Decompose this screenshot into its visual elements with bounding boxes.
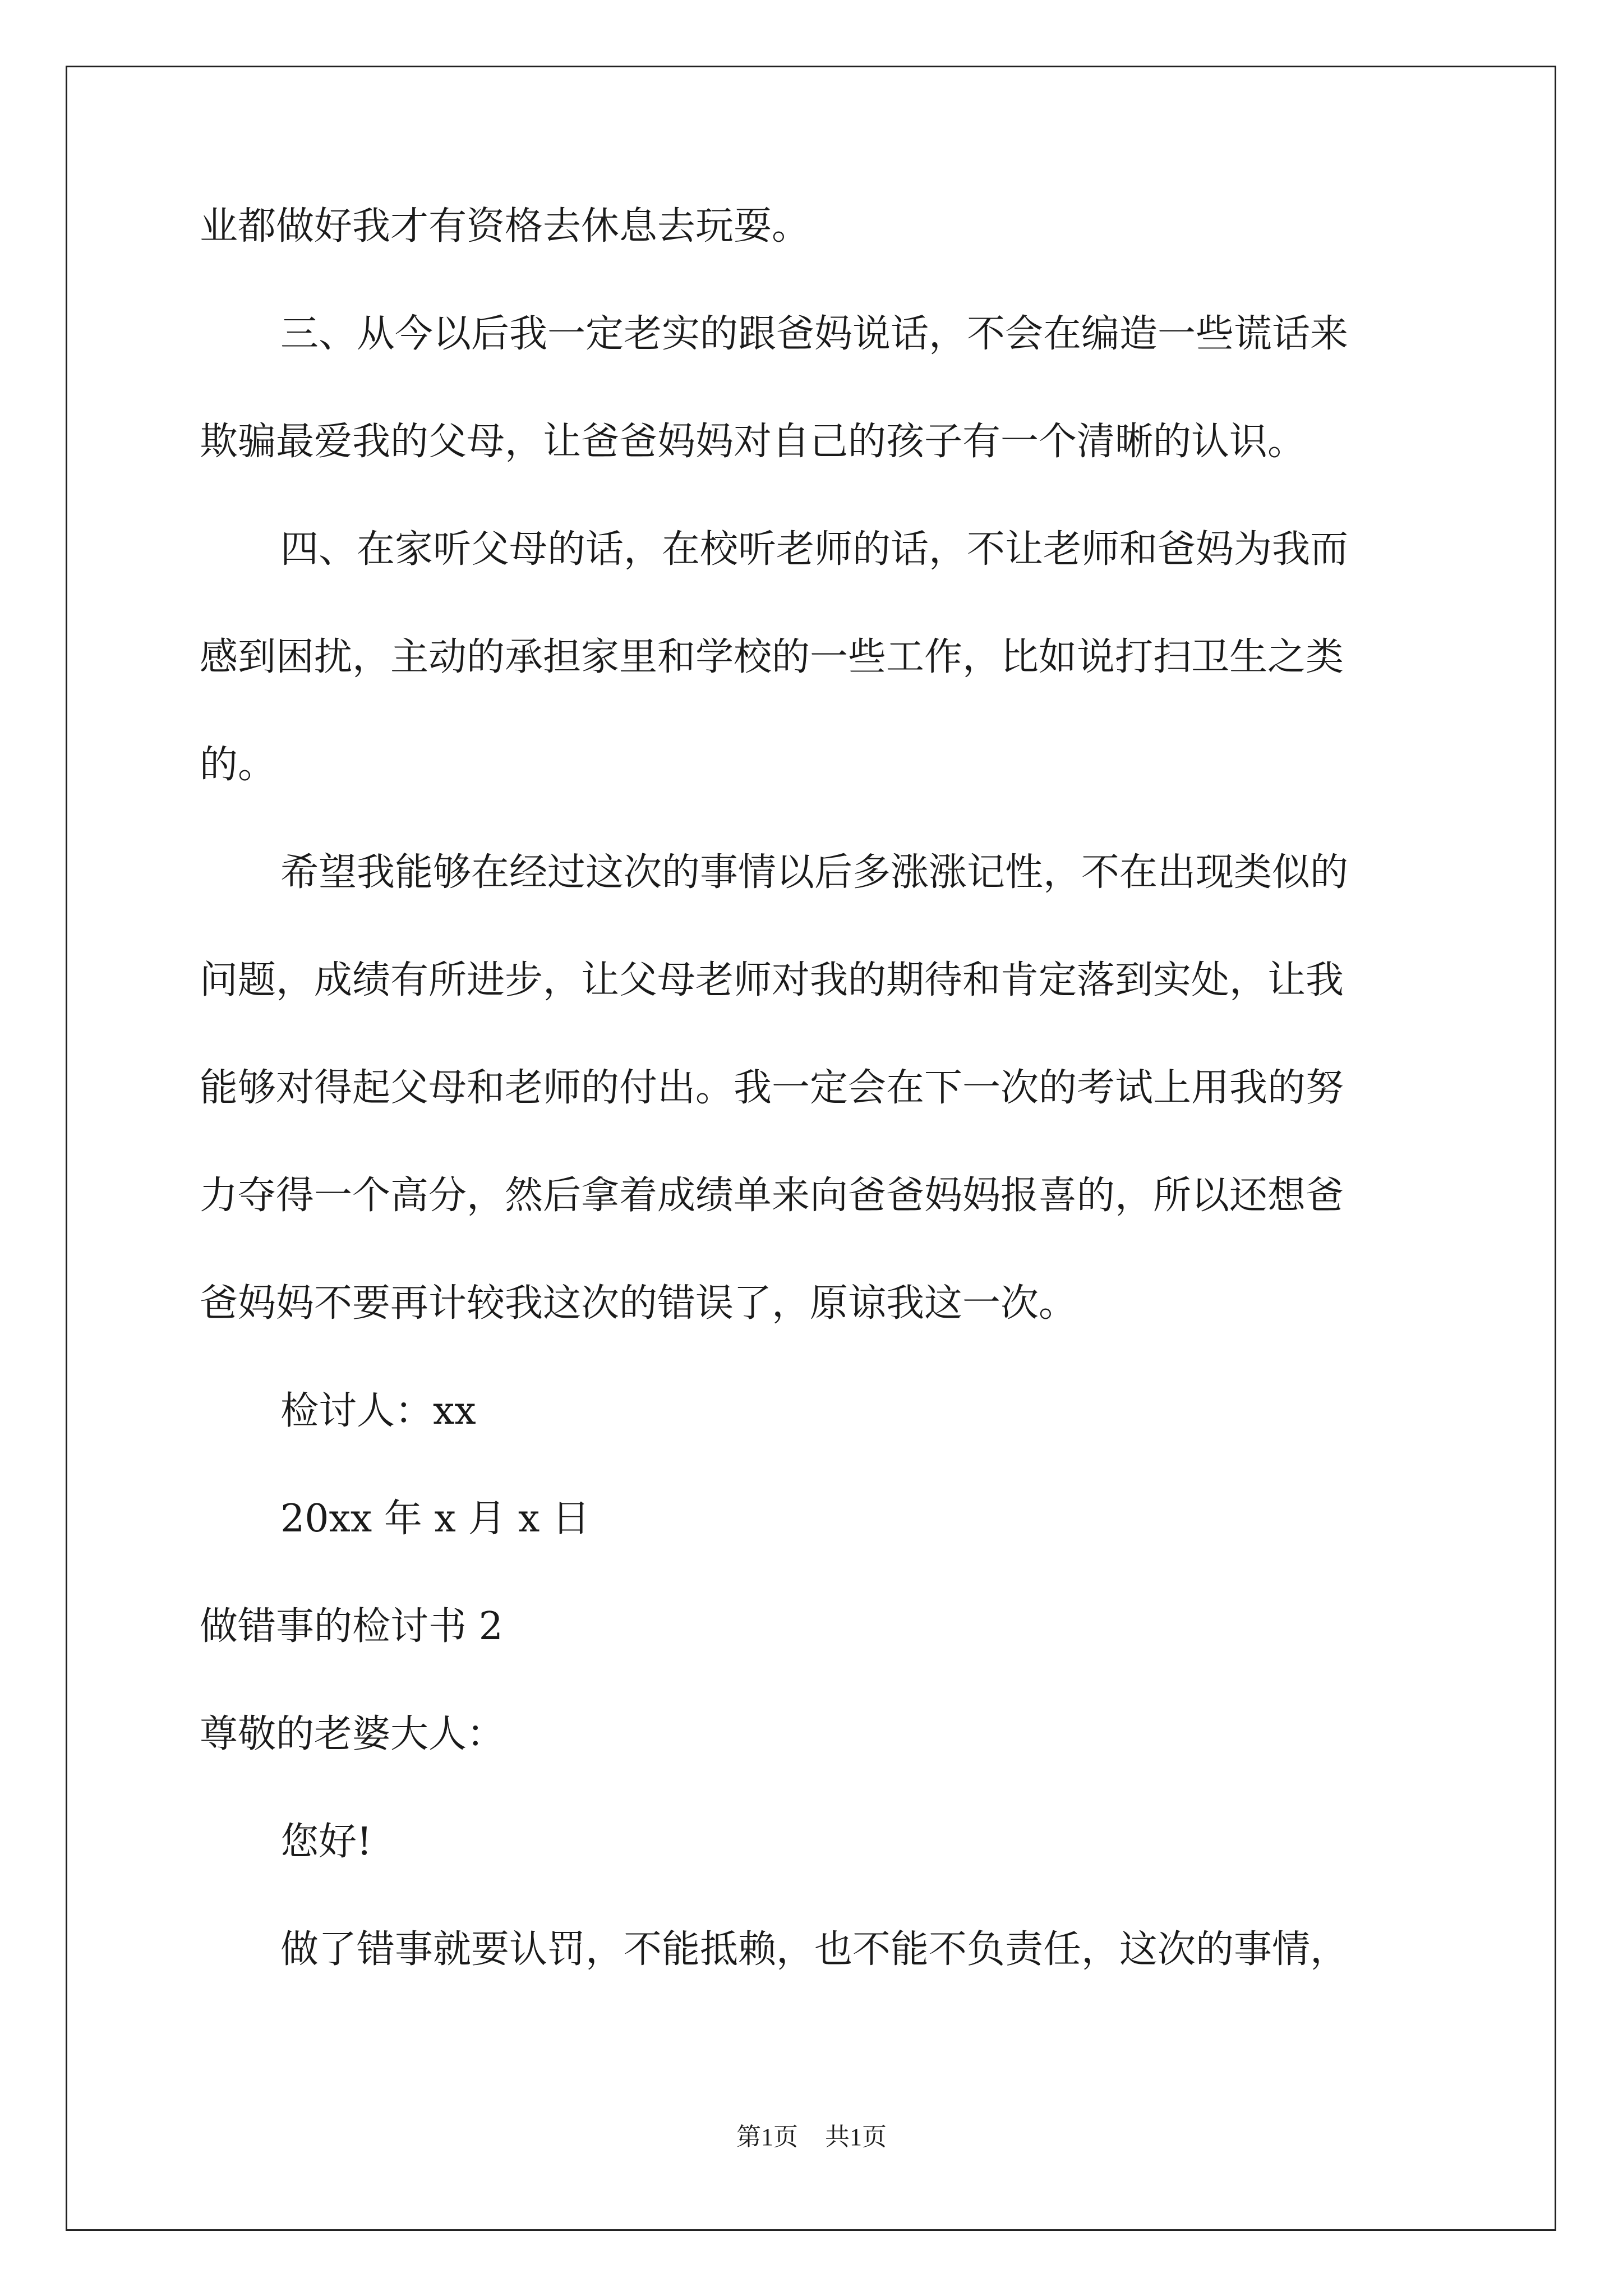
- paragraph-line: 做了错事就要认罚，不能抵赖，也不能不负责任，这次的事情，: [280, 1927, 1349, 1972]
- paragraph-line: 三、从今以后我一定老实的跟爸妈说话，不会在编造一些谎话来: [280, 312, 1349, 356]
- section-heading: 做错事的检讨书 2: [200, 1604, 503, 1649]
- greeting-line: 您好!: [280, 1820, 372, 1864]
- paragraph-line: 感到困扰，主动的承担家里和学校的一些工作，比如说打扫卫生之类: [200, 635, 1344, 679]
- document-body: [200, 204, 1423, 2039]
- paragraph-line: 业都做好我才有资格去休息去玩耍。: [200, 204, 810, 249]
- page-number: 第1页: [736, 2123, 798, 2151]
- paragraph-line: 能够对得起父母和老师的付出。我一定会在下一次的考试上用我的努: [200, 1066, 1344, 1110]
- paragraph-line: 四、在家听父母的话，在校听老师的话，不让老师和爸妈为我而: [280, 527, 1349, 572]
- paragraph-line: 欺骗最爱我的父母，让爸爸妈妈对自己的孩子有一个清晰的认识。: [200, 420, 1306, 464]
- date-line: 20xx 年 x 月 x 日: [280, 1497, 591, 1541]
- paragraph-line: 的。: [200, 743, 276, 787]
- paragraph-line: 希望我能够在经过这次的事情以后多涨涨记性，不在出现类似的: [280, 850, 1349, 895]
- paragraph-line: 问题，成绩有所进步，让父母老师对我的期待和肯定落到实处，让我: [200, 958, 1344, 1002]
- paragraph-line: 爸妈妈不要再计较我这次的错误了，原谅我这一次。: [200, 1281, 1077, 1326]
- salutation-line: 尊敬的老婆大人：: [200, 1712, 505, 1756]
- paragraph-line: 力夺得一个高分，然后拿着成绩单来向爸爸妈妈报喜的，所以还想爸: [200, 1174, 1344, 1218]
- signature-line: 检讨人：xx: [280, 1389, 476, 1433]
- page-footer: [0, 2125, 1623, 2150]
- page-total: 共1页: [825, 2123, 887, 2151]
